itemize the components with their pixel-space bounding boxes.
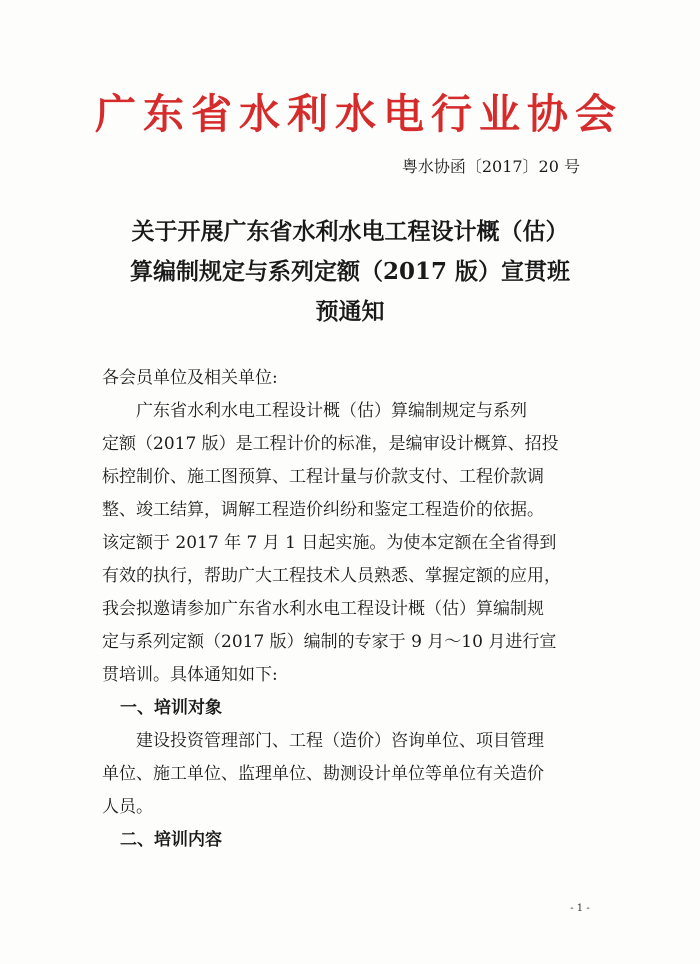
paragraph-line: 定与系列定额（2017 版）编制的专家于 9 月～10 月进行宣	[102, 632, 557, 652]
paragraph-line: 人员。	[102, 797, 153, 817]
section-heading-2: 二、培训内容	[120, 830, 222, 850]
document-body	[102, 362, 596, 857]
paragraph-line: 广东省水利水电工程设计概（估）算编制规定与系列	[136, 401, 527, 421]
paragraph-line: 整、竣工结算，调解工程造价纠纷和鉴定工程造价的依据。	[102, 500, 544, 520]
document-title	[80, 212, 620, 332]
paragraph-line: 我会拟邀请参加广东省水利水电工程设计概（估）算编制规	[102, 599, 544, 619]
paragraph-line: 标控制价、施工图预算、工程计量与价款支付、工程价款调	[102, 467, 544, 487]
organization-title: 广东省水利水电行业协会	[95, 90, 623, 138]
salutation: 各会员单位及相关单位:	[102, 368, 278, 388]
paragraph-line: 定额（2017 版）是工程计价的标准，是编审设计概算、招投	[102, 434, 559, 454]
paragraph-line: 该定额于 2017 年 7 月 1 日起实施。为使本定额在全省得到	[102, 533, 557, 553]
section-heading-1: 一、培训对象	[120, 698, 222, 718]
paragraph-line: 单位、施工单位、监理单位、勘测设计单位等单位有关造价	[102, 764, 544, 784]
document-title-line-3: 预通知	[315, 298, 385, 325]
paragraph-line: 建设投资管理部门、工程（造价）咨询单位、项目管理	[136, 731, 544, 751]
document-number: 粤水协函〔2017〕20 号	[401, 157, 580, 176]
page-number: - 1 -	[570, 903, 590, 914]
document-title-line-1: 关于开展广东省水利水电工程设计概（估）	[131, 218, 569, 245]
document-title-line-2: 算编制规定与系列定额（2017 版）宣贯班	[129, 258, 571, 285]
paragraph-line: 有效的执行，帮助广大工程技术人员熟悉、掌握定额的应用，	[102, 566, 561, 586]
paragraph-line: 贯培训。具体通知如下:	[102, 665, 278, 685]
